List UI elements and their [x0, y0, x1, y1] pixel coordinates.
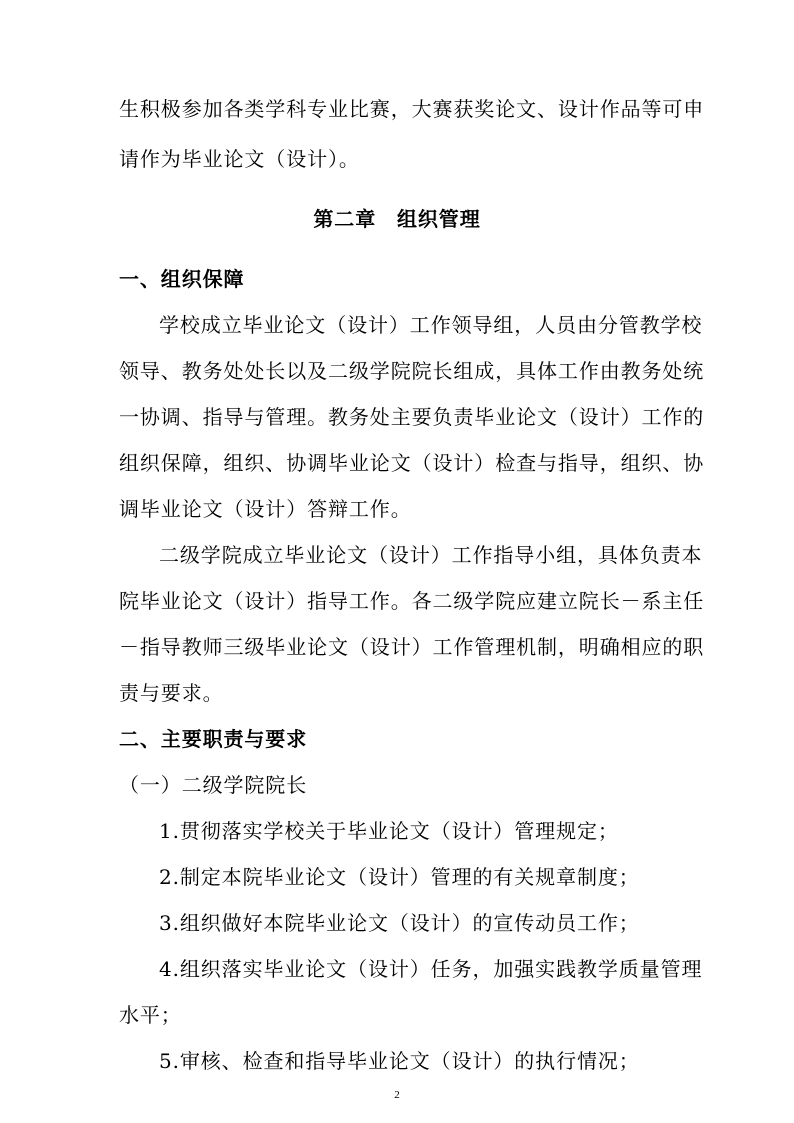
section-one-para2-line-2: 院毕业论文（设计）指导工作。各二级学院应建立院长－系主任 [119, 589, 705, 613]
section-one-para1-line-4: 组织保障，组织、协调毕业论文（设计）检查与指导，组织、协 [119, 451, 705, 475]
list-item-3: 3.组织做好本院毕业论文（设计）的宣传动员工作； [159, 911, 640, 935]
section-one-para1-line-2: 领导、教务处处长以及二级学院院长组成，具体工作由教务处统 [119, 359, 705, 383]
list-item-4: 4.组织落实毕业论文（设计）任务，加强实践教学质量管理 [159, 957, 703, 981]
list-item-2: 2.制定本院毕业论文（设计）管理的有关规章制度； [159, 865, 640, 889]
page-number: 2 [394, 1089, 400, 1101]
list-item-5: 5.审核、检查和指导毕业论文（设计）的执行情况； [159, 1049, 640, 1073]
section-one-para2-line-3: －指导教师三级毕业论文（设计）工作管理机制，明确相应的职 [119, 635, 705, 659]
intro-line-2: 请作为毕业论文（设计）。 [119, 147, 360, 171]
section-one-para1-line-1: 学校成立毕业论文（设计）工作领导组，人员由分管教学校 [159, 313, 703, 337]
section-two-subtitle: （一）二级学院院长 [119, 773, 308, 797]
section-one-para2-line-4: 责与要求。 [119, 681, 224, 705]
list-item-1: 1.贯彻落实学校关于毕业论文（设计）管理规定； [159, 819, 619, 843]
section-one-para2-line-1: 二级学院成立毕业论文（设计）工作指导小组，具体负责本 [159, 543, 703, 567]
intro-line-1: 生积极参加各类学科专业比赛，大赛获奖论文、设计作品等可申 [119, 97, 705, 121]
list-item-4-continued: 水平； [119, 1003, 182, 1027]
section-one-para1-line-3: 一协调、指导与管理。教务处主要负责毕业论文（设计）工作的 [119, 405, 705, 429]
section-one-title: 一、组织保障 [119, 267, 245, 291]
section-one-para1-line-5: 调毕业论文（设计）答辩工作。 [119, 497, 412, 521]
chapter-title: 第二章 组织管理 [313, 207, 481, 231]
section-two-title: 二、主要职责与要求 [119, 727, 308, 751]
